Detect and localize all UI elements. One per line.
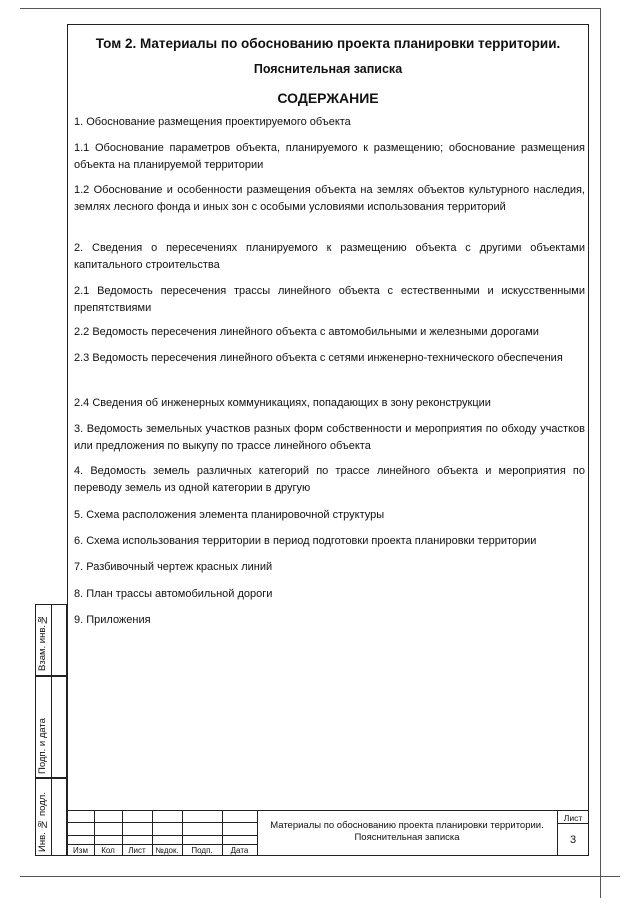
title-block-col-list: Лист — [128, 846, 146, 855]
title-block-col-ndok: №док. — [155, 846, 179, 855]
volume-subtitle: Пояснительная записка — [253, 62, 403, 76]
title-block-col-izm: Изм — [73, 846, 88, 855]
title-block-top-line — [67, 810, 589, 811]
title-block-header-line — [67, 844, 257, 845]
toc-item: 2.2 Ведомость пересечения линейного объекта с автомобильными и железными дорогами — [74, 326, 539, 338]
sheet-number: 3 — [569, 834, 577, 846]
page-edge-top — [20, 8, 600, 9]
toc-item: 7. Разбивочный чертеж красных линий — [74, 561, 273, 573]
title-block-line2: Пояснительная записка — [354, 832, 460, 843]
toc-item: 1. Обоснование размещения проектируемого объекта — [74, 116, 351, 128]
title-block-line1: Материалы по обоснованию проекта планировки территории. — [270, 820, 544, 831]
side-stamp-podp-label: Подп. и дата — [37, 718, 48, 774]
side-stamp-divider — [51, 604, 52, 856]
title-block-row-line — [67, 822, 257, 823]
toc-item: 2.3 Ведомость пересечения линейного объекта с сетями инженерно-технического обеспечения — [74, 352, 563, 364]
toc-item: 8. План трассы автомобильной дороги — [74, 588, 273, 600]
title-block-row-line — [67, 835, 257, 836]
toc-item: 1.2 Обоснование и особенности размещения объекта на землях объектов культурного наследия, землях лесного фонда и иных зон с особыми условиями использования территорий — [74, 184, 585, 213]
toc-item: 5. Схема расположения элемента планировочной структуры — [74, 509, 385, 521]
toc-item: 6. Схема использования территории в период подготовки проекта планировки территории — [74, 535, 537, 547]
toc-item: 9. Приложения — [74, 614, 151, 626]
title-block-document-name — [257, 820, 557, 844]
title-block-col-data: Дата — [230, 846, 249, 855]
sheet-label: Лист — [563, 813, 583, 823]
page-edge-right — [600, 8, 601, 898]
toc-item: 1.1 Обоснование параметров объекта, планируемого к размещению; обоснование размещения объекта на планируемой территории — [74, 142, 585, 171]
title-block-sheet-line — [557, 823, 589, 824]
page-edge-bottom — [20, 876, 620, 877]
title-block-col-podp: Подп. — [191, 846, 213, 855]
toc-item: 4. Ведомость земель различных категорий по трассе линейного объекта и мероприятия по переводу земель из одной категории в другую — [74, 465, 585, 494]
toc-item: 3. Ведомость земельных участков разных форм собственности и мероприятия по обходу участков или предложения по выкупу по трассе линейного объекта — [74, 423, 585, 452]
title-block-col-kol: Кол — [101, 846, 115, 855]
contents-heading: СОДЕРЖАНИЕ — [277, 90, 379, 106]
toc-item: 2. Сведения о пересечениях планируемого к размещению объекта с другими объектами капитального строительства — [74, 242, 585, 271]
side-stamp-inv-label: Инв. № подл. — [37, 792, 48, 852]
toc-item: 2.1 Ведомость пересечения трассы линейного объекта с естественными и искусственными препятствиями — [74, 285, 585, 314]
title-block — [67, 810, 589, 856]
side-stamp-vzam-label: Взам. инв.№ — [37, 613, 48, 671]
volume-title: Том 2. Материалы по обоснованию проекта планировки территории. — [95, 36, 561, 51]
toc-item: 2.4 Сведения об инженерных коммуникациях, попадающих в зону реконструкции — [74, 397, 491, 409]
